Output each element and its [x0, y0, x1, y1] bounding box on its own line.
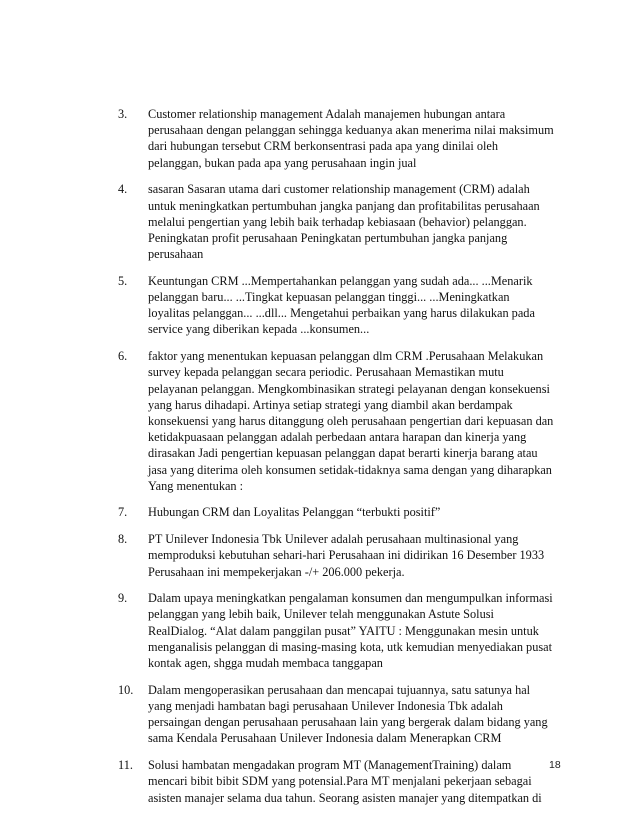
item-number: 3.: [118, 107, 128, 121]
item-number: 8.: [118, 532, 128, 547]
item-text-line: persaingan dengan perusahaan perusahaan lain yang bergerak dalam bidang yang: [148, 715, 548, 730]
item-text-line: sasaran Sasaran utama dari customer relationship management (CRM) adalah: [148, 182, 530, 197]
item-text-line: dari hubungan tersebut CRM berkonsentrasi pada apa yang dinilai oleh: [148, 139, 499, 154]
list-item: [118, 531, 568, 580]
item-number: 10.: [118, 682, 134, 697]
item-text-line: Dalam upaya meningkatkan pengalaman konsumen dan mengumpulkan informasi: [148, 591, 553, 606]
item-text-line: mencari bibit bibit SDM yang potensial.Para MT menjalani pekerjaan sebagai: [148, 774, 532, 789]
item-number: 6.: [118, 349, 128, 364]
item-text-line: Solusi hambatan mengadakan program MT (ManagementTraining) dalam: [148, 758, 512, 773]
item-text-line: Customer relationship management Adalah manajemen hubungan antara: [148, 107, 506, 121]
page-number: 18: [549, 759, 561, 771]
item-text-line: Perusahaan ini mempekerjakan -/+ 206.000 pekerja.: [148, 564, 405, 579]
item-text-line: Dalam mengoperasikan perusahaan dan mencapai tujuannya, satu satunya hal: [148, 682, 531, 697]
item-number: 7.: [118, 505, 128, 520]
item-text-line: survey kepada pelanggan secara periodic. Perusahaan Memastikan mutu: [148, 365, 504, 380]
list-item: [118, 348, 568, 494]
item-text-line: Hubungan CRM dan Loyalitas Pelanggan “terbukti positif”: [148, 505, 441, 520]
item-text-line: kontak agen, shgga mudah membaca tanggapan: [148, 656, 383, 671]
item-text-line: loyalitas pelanggan... ...dll... Mengetahui perbaikan yang harus dilakukan pada: [148, 306, 535, 321]
item-text-line: pelayanan pelanggan. Mengkombinasikan strategi pelayanan dengan konsekuensi: [148, 381, 550, 396]
item-number: 11.: [118, 758, 133, 773]
item-text-line: Peningkatan profit perusahaan Peningkatan pertumbuhan jangka panjang: [148, 230, 508, 245]
item-text-line: Yang menentukan :: [148, 478, 244, 493]
item-text-line: pelanggan yang lebih baik, Unilever telah menggunakan Astute Solusi: [148, 607, 494, 622]
numbered-list: [118, 106, 568, 816]
item-text-line: yang harus dihadapi. Artinya setiap strategi yang diambil akan berdampak: [148, 397, 513, 412]
item-text-line: ketidakpuasaan pelanggan adalah perbedaan antara harapan dan kinerja yang: [148, 430, 527, 445]
list-item: [118, 273, 568, 338]
item-text-line: asisten manajer selama dua tahun. Seorang asisten manajer yang ditempatkan di: [148, 790, 542, 805]
item-text-line: pelanggan baru... ...Tingkat kepuasan pelanggan tinggi... ...Meningkatkan: [148, 290, 510, 305]
item-number: 9.: [118, 591, 128, 606]
item-text-line: untuk meningkatkan pertumbuhan jangka panjang dan profitabilitas perusahaan: [148, 198, 540, 213]
item-text-line: Keuntungan CRM ...Mempertahankan pelanggan yang sudah ada... ...Menarik: [148, 273, 533, 288]
item-text-line: RealDialog. “Alat dalam panggilan pusat” YAITU : Menggunakan mesin untuk: [148, 623, 539, 638]
list-item: [118, 682, 568, 747]
list-item: [118, 106, 568, 171]
item-text-line: faktor yang menentukan kepuasan pelanggan dlm CRM .Perusahaan Melakukan: [148, 349, 544, 364]
item-text-line: sama Kendala Perusahaan Unilever Indonesia dalam Menerapkan CRM: [148, 731, 502, 746]
item-text-line: jasa yang diterima oleh konsumen setidak-tidaknya sama dengan yang diharapkan: [148, 462, 552, 477]
item-text-line: memproduksi kebutuhan sehari-hari Perusahaan ini didirikan 16 Desember 1933: [148, 548, 545, 563]
item-text-line: yang menjadi hambatan bagi perusahaan Unilever Indonesia Tbk adalah: [148, 699, 503, 713]
item-number: 4.: [118, 182, 128, 197]
item-text-line: dirasakan Jadi pengertian kepuasan pelanggan dapat berarti kinerja barang atau: [148, 446, 538, 461]
item-text-line: menganalisis pelanggan di masing-masing kota, utk kemudian menyediakan pusat: [148, 639, 552, 654]
list-item: [118, 757, 568, 806]
item-text-line: melalui pengertian yang lebih baik terhadap kebiasaan (behavior) pelanggan.: [148, 214, 527, 229]
item-text-line: perusahaan: [148, 247, 204, 262]
item-number: 5.: [118, 273, 128, 288]
item-text-line: pelanggan, bukan pada apa yang perusahaan ingin jual: [148, 155, 417, 170]
item-text-line: konsekuensi yang harus ditanggung oleh perusahaan pengertian dari kepuasan dan: [148, 413, 554, 428]
item-text-line: perusahaan dengan pelanggan sehingga keduanya akan menerima nilai maksimum: [148, 123, 554, 138]
list-item: [118, 590, 568, 671]
item-text-line: PT Unilever Indonesia Tbk Unilever adalah perusahaan multinasional yang: [148, 532, 519, 547]
list-item: [118, 504, 568, 520]
list-item: [118, 181, 568, 262]
item-text-line: service yang diberikan kepada ...konsumen...: [148, 322, 370, 337]
